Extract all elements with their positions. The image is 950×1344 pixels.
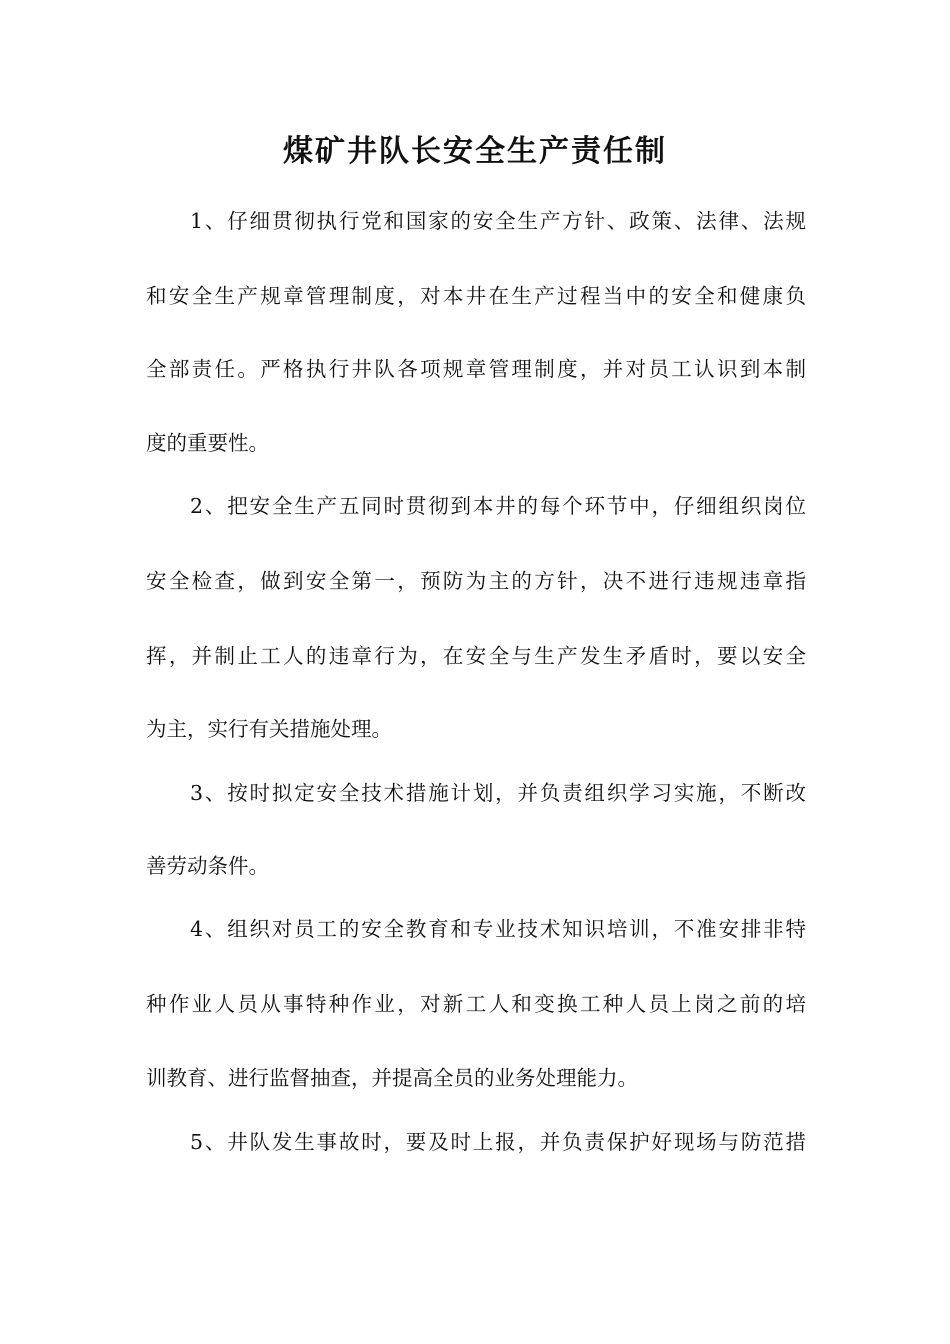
paragraph-3-line-2: 善劳动条件。 (146, 854, 269, 878)
paragraph-4-line-3: 训教育、进行监督抽查，并提高全员的业务处理能力。 (146, 1066, 638, 1090)
paragraph-4-line-1: 4、组织对员工的安全教育和专业技术知识培训，不准安排非特 (190, 917, 806, 941)
paragraph-1-line-1: 1、仔细贯彻执行党和国家的安全生产方针、政策、法律、法规 (190, 209, 806, 233)
paragraph-1-line-4: 度的重要性。 (146, 431, 269, 455)
document-title: 煤矿井队长安全生产责任制 (283, 134, 667, 169)
paragraph-2-line-3: 挥，并制止工人的违章行为，在安全与生产发生矛盾时，要以安全 (146, 644, 806, 668)
paragraph-2-line-1: 2、把安全生产五同时贯彻到本井的每个环节中，仔细组织岗位 (190, 494, 806, 518)
paragraph-2-line-2: 安全检查，做到安全第一，预防为主的方针，决不进行违规违章指 (146, 569, 806, 593)
paragraph-5-line-1: 5、井队发生事故时，要及时上报，并负责保护好现场与防范措 (190, 1130, 806, 1154)
paragraph-4-line-2: 种作业人员从事特种作业，对新工人和变换工种人员上岗之前的培 (146, 992, 806, 1016)
paragraph-1-line-2: 和安全生产规章管理制度，对本井在生产过程当中的安全和健康负 (146, 284, 806, 308)
paragraph-2-line-4: 为主，实行有关措施处理。 (146, 717, 392, 741)
paragraph-1-line-3: 全部责任。严格执行井队各项规章管理制度，并对员工认识到本制 (146, 357, 806, 381)
paragraph-3-line-1: 3、按时拟定安全技术措施计划，并负责组织学习实施，不断改 (190, 781, 806, 805)
